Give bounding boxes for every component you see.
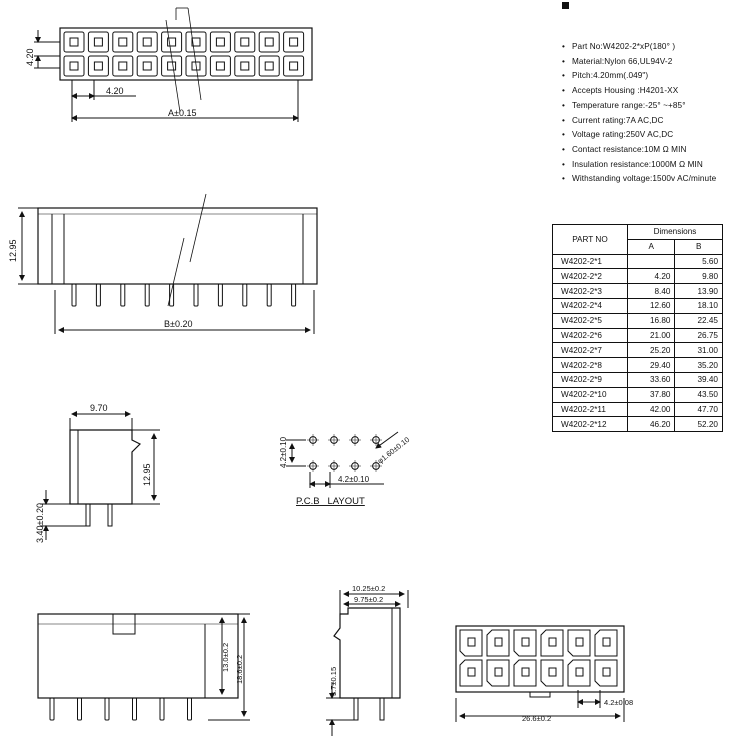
- dim-b-cell: 43.50: [675, 387, 723, 402]
- bottom-front-outer-dim: 18.6±0.2: [235, 654, 244, 684]
- terminal: [216, 62, 224, 70]
- terminal: [265, 62, 273, 70]
- table-header-part: PART NO: [553, 225, 628, 255]
- cavity: [137, 32, 157, 52]
- cavity: [259, 56, 279, 76]
- terminal: [522, 668, 529, 676]
- table-row: [553, 387, 723, 402]
- pin: [96, 284, 100, 306]
- bottom-side-view: [326, 590, 408, 736]
- cavity: [595, 630, 617, 656]
- dim-b-cell: 26.75: [675, 328, 723, 343]
- top-a-dim: A±0.15: [168, 108, 197, 118]
- terminal: [70, 38, 78, 46]
- cavity: [460, 630, 482, 656]
- part-no-cell: W4202-2*11: [553, 402, 628, 417]
- terminal: [549, 668, 556, 676]
- terminal: [241, 62, 249, 70]
- terminal: [216, 38, 224, 46]
- terminal: [94, 62, 102, 70]
- terminal: [119, 62, 127, 70]
- pin: [292, 284, 296, 306]
- dim-b-cell: 5.60: [675, 254, 723, 269]
- cavity: [259, 32, 279, 52]
- cavity: [284, 32, 304, 52]
- cavity: [568, 630, 590, 656]
- dim-b-cell: 52.20: [675, 417, 723, 432]
- front-b-dim: B±0.20: [164, 319, 193, 329]
- terminal: [603, 638, 610, 646]
- spec-pitch: • Pitch:4.20mm(.049"): [562, 69, 716, 84]
- cavity: [514, 630, 536, 656]
- cavity: [137, 56, 157, 76]
- part-no-cell: W4202-2*5: [553, 313, 628, 328]
- terminal: [522, 638, 529, 646]
- terminal: [70, 62, 78, 70]
- pcb-layout-label: P.C.B LAYOUT: [296, 496, 365, 507]
- terminal: [265, 38, 273, 46]
- spec-list: [562, 40, 716, 187]
- dim-a-cell: 4.20: [627, 269, 675, 284]
- cavity: [235, 56, 255, 76]
- dim-a-cell: 29.40: [627, 358, 675, 373]
- part-no-cell: W4202-2*10: [553, 387, 628, 402]
- terminal: [119, 38, 127, 46]
- dim-b-cell: 31.00: [675, 343, 723, 358]
- cavity: [210, 32, 230, 52]
- bottom-side-mid-dim: 9.75±0.2: [354, 595, 384, 604]
- side-width-dim: 9.70: [90, 403, 108, 413]
- dim-a-cell: 42.00: [627, 402, 675, 417]
- dim-b-cell: 22.45: [675, 313, 723, 328]
- dim-a-cell: 46.20: [627, 417, 675, 432]
- dimensions-table-body: [553, 254, 723, 432]
- terminal: [576, 668, 583, 676]
- pin: [121, 284, 125, 306]
- cavity: [541, 630, 563, 656]
- terminal: [549, 638, 556, 646]
- pcb-hole-dim: φ1.60±0.10: [375, 434, 412, 466]
- part-no-cell: W4202-2*12: [553, 417, 628, 432]
- pin: [243, 284, 247, 306]
- pin: [188, 698, 192, 720]
- cavity: [64, 56, 84, 76]
- dim-b-cell: 35.20: [675, 358, 723, 373]
- spec-housing: • Accepts Housing :H4201-XX: [562, 84, 716, 99]
- cavity: [487, 630, 509, 656]
- table-row: [553, 313, 723, 328]
- cavity: [88, 56, 108, 76]
- part-no-cell: W4202-2*3: [553, 284, 628, 299]
- pin: [194, 284, 198, 306]
- part-no-cell: W4202-2*1: [553, 254, 628, 269]
- spec-insulation-resistance: • Insulation resistance:1000M Ω MIN: [562, 158, 716, 173]
- table-row: [553, 417, 723, 432]
- cavity: [284, 56, 304, 76]
- pcb-horizontal-dim: 4.2±0.10: [338, 475, 370, 484]
- cavity: [113, 56, 133, 76]
- spec-material: • Material:Nylon 66,UL94V-2: [562, 55, 716, 70]
- terminal: [143, 62, 151, 70]
- dim-a-cell: [627, 254, 675, 269]
- pin: [145, 284, 149, 306]
- terminal: [603, 668, 610, 676]
- dim-b-cell: 39.40: [675, 372, 723, 387]
- terminal: [495, 668, 502, 676]
- cavity: [64, 32, 84, 52]
- terminal: [241, 38, 249, 46]
- part-no-cell: W4202-2*4: [553, 298, 628, 313]
- front-height-dim: 12.95: [8, 239, 18, 262]
- cavity: [186, 32, 206, 52]
- pin: [50, 698, 54, 720]
- terminal: [468, 638, 475, 646]
- pin: [267, 284, 271, 306]
- cavity: [210, 56, 230, 76]
- terminal: [168, 62, 176, 70]
- dim-a-cell: 21.00: [627, 328, 675, 343]
- part-no-cell: W4202-2*6: [553, 328, 628, 343]
- table-row: [553, 328, 723, 343]
- dim-a-cell: 16.80: [627, 313, 675, 328]
- spec-temperature: • Temperature range:-25° ~+85°: [562, 99, 716, 114]
- table-row: [553, 254, 723, 269]
- cavity: [568, 660, 590, 686]
- top-pitch-dim: 4.20: [106, 86, 124, 96]
- bottom-top-width-dim: 26.6±0.2: [522, 714, 552, 723]
- table-header-b: B: [675, 239, 723, 254]
- terminal: [495, 638, 502, 646]
- cavity: [113, 32, 133, 52]
- part-no-cell: W4202-2*2: [553, 269, 628, 284]
- bottom-front-inner-dim: 13.0±0.2: [221, 642, 230, 672]
- dim-a-cell: 25.20: [627, 343, 675, 358]
- dim-b-cell: 18.10: [675, 298, 723, 313]
- pin: [72, 284, 76, 306]
- terminal: [290, 62, 298, 70]
- dim-a-cell: 33.60: [627, 372, 675, 387]
- bottom-side-pin-dim: 3.7±0.15: [329, 666, 338, 696]
- dim-a-cell: 37.80: [627, 387, 675, 402]
- bottom-top-pitch-dim: 4.2±0.08: [604, 698, 634, 707]
- table-row: [553, 402, 723, 417]
- pin: [78, 698, 82, 720]
- part-no-cell: W4202-2*7: [553, 343, 628, 358]
- side-height-dim: 12.95: [142, 463, 152, 486]
- cavity: [487, 660, 509, 686]
- table-row: [553, 343, 723, 358]
- spec-current: • Current rating:7A AC,DC: [562, 114, 716, 129]
- pin: [160, 698, 164, 720]
- bottom-side-top-dim: 10.25±0.2: [352, 584, 386, 593]
- bottom-front-view: [38, 614, 250, 720]
- terminal: [94, 38, 102, 46]
- terminal: [576, 638, 583, 646]
- spec-part-no: • Part No:W4202-2*xP(180° ): [562, 40, 716, 55]
- cavity: [162, 32, 182, 52]
- terminal: [290, 38, 298, 46]
- spec-voltage: • Voltage rating:250V AC,DC: [562, 128, 716, 143]
- cavity: [235, 32, 255, 52]
- terminal: [468, 668, 475, 676]
- top-view: [34, 8, 312, 122]
- cavity: [88, 32, 108, 52]
- cavity: [595, 660, 617, 686]
- table-row: [553, 358, 723, 373]
- table-header-a: A: [627, 239, 675, 254]
- pin: [105, 698, 109, 720]
- dim-a-cell: 8.40: [627, 284, 675, 299]
- pin: [133, 698, 137, 720]
- dim-b-cell: 13.90: [675, 284, 723, 299]
- table-row: [553, 269, 723, 284]
- part-no-cell: W4202-2*9: [553, 372, 628, 387]
- front-view: [18, 194, 317, 334]
- table-row: [553, 298, 723, 313]
- cavity: [460, 660, 482, 686]
- pin: [218, 284, 222, 306]
- spec-withstanding-voltage: • Withstanding voltage:1500v AC/minute: [562, 172, 716, 187]
- spec-contact-resistance: • Contact resistance:10M Ω MIN: [562, 143, 716, 158]
- side-pin-dim: 3.40±0.20: [35, 503, 45, 543]
- terminal: [143, 38, 151, 46]
- dim-b-cell: 9.80: [675, 269, 723, 284]
- dim-a-cell: 12.60: [627, 298, 675, 313]
- part-no-cell: W4202-2*8: [553, 358, 628, 373]
- table-header-dimensions: Dimensions: [627, 225, 722, 240]
- table-row: [553, 284, 723, 299]
- cavity: [514, 660, 536, 686]
- dim-b-cell: 47.70: [675, 402, 723, 417]
- cavity: [541, 660, 563, 686]
- pcb-vertical-dim: 4.2±0.10: [279, 436, 288, 468]
- bottom-top-view: [456, 626, 624, 722]
- top-height-dim: 4.20: [25, 48, 35, 66]
- table-row: [553, 372, 723, 387]
- dimensions-table: [552, 224, 723, 432]
